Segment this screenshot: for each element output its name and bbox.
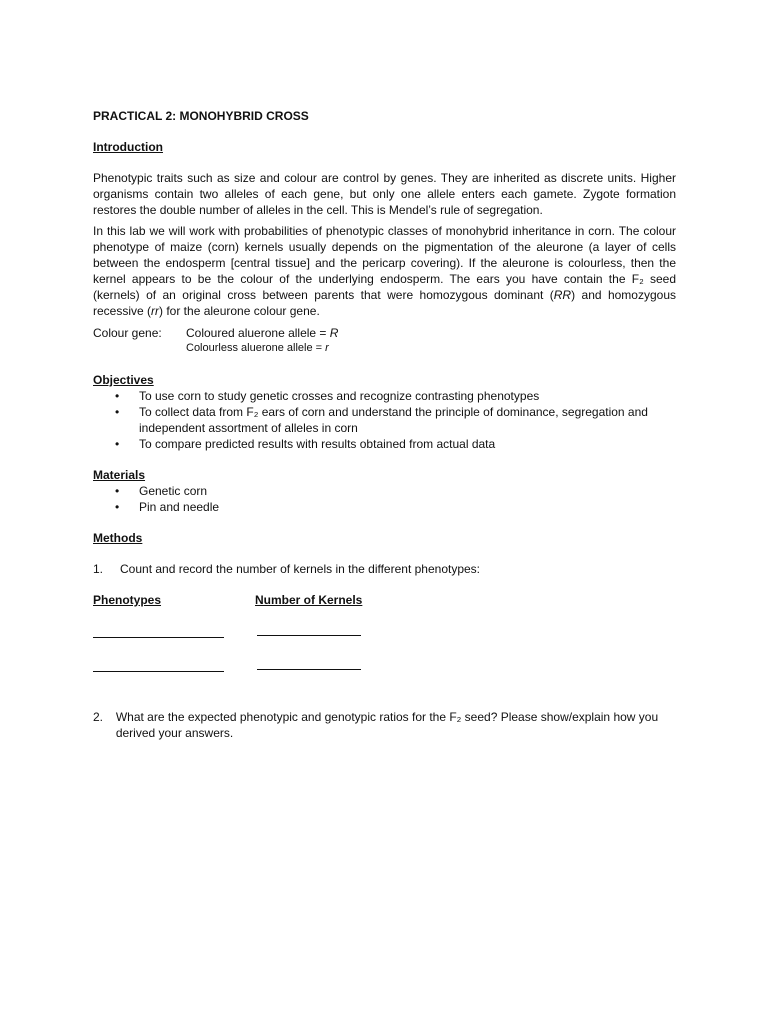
phenotype-blank-line[interactable] [93,662,224,672]
introduction-paragraph-1: Phenotypic traits such as size and colour are control by genes. They are inherited as discrete units. Higher organisms contain two alleles of each gene, but only one allele enters each gamete. Zygote formation restores the double number of alleles in the cell. This is Mendel’s rule of segregation. [93,171,676,217]
colourless-allele: Colourless aluerone allele = r [186,342,329,354]
objectives-heading: Objectives [93,373,154,387]
list-item: • Genetic corn [93,483,676,499]
list-item: • To compare predicted results with results obtained from actual data [93,436,676,452]
method-step-1: 1. Count and record the number of kernels in the different phenotypes: [93,562,481,576]
phenotype-blank-line[interactable] [93,628,224,638]
colour-gene-label: Colour gene: [93,326,162,340]
list-item: • To use corn to study genetic crosses and recognize contrasting phenotypes [93,388,676,404]
kernel-count-blank-line[interactable] [257,660,361,670]
colour-gene-block [93,325,676,355]
record-row-1 [93,626,676,642]
kernels-column-header: Number of Kernels [255,593,363,607]
coloured-allele: Coloured aluerone allele = R [186,326,339,340]
document-page [93,108,676,741]
list-item: • To collect data from F₂ ears of corn and understand the principle of dominance, segregation and independent assortment of alleles in corn [93,404,676,436]
methods-heading: Methods [93,531,143,545]
record-table-header [93,592,676,608]
materials-heading: Materials [93,468,146,482]
list-item: • Pin and needle [93,499,676,515]
method-step-2: 2. What are the expected phenotypic and genotypic ratios for the F₂ seed? Please show/explain how you derived your answers. [93,710,659,740]
kernel-count-blank-line[interactable] [257,626,361,636]
materials-list [93,483,676,515]
objectives-list [93,388,676,452]
page-title: PRACTICAL 2: MONOHYBRID CROSS [93,109,309,123]
introduction-heading: Introduction [93,140,163,154]
introduction-paragraph-2: In this lab we will work with probabilities of phenotypic classes of monohybrid inheritance in corn. The colour phenotype of maize (corn) kernels usually depends on the pigmentation of the aleurone (a layer of cells between the endosperm [central tissue] and the pericarp covering). If the aleurone is colourless, then the kernel appears to be the colour of the underlying endosperm. The ears you have contain the F₂ seed (kernels) of an original cross between parents that were homozygous dominant (RR) and homozygous recessive (rr) for the aleurone colour gene. [93,224,676,318]
record-row-2 [93,660,676,676]
phenotypes-column-header: Phenotypes [93,593,162,607]
